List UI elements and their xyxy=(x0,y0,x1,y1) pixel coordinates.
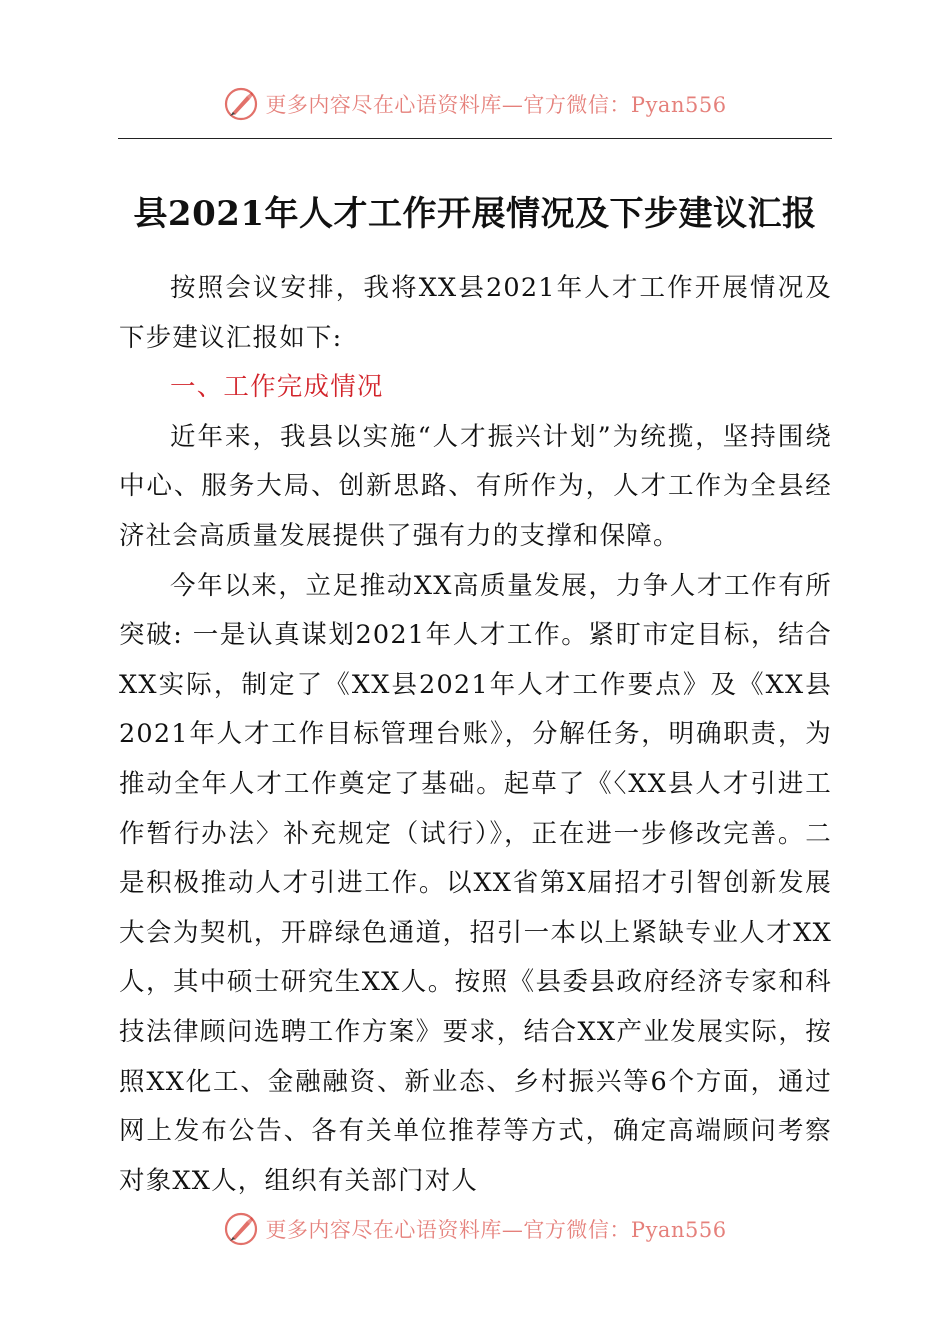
body-paragraph: 近年来，我县以实施“人才振兴计划”为统揽，坚持围绕中心、服务大局、创新思路、有所作为，人才工作为全县经济社会高质量发展提供了强有力的支撑和保障。 xyxy=(119,421,832,551)
section-heading: 一、工作完成情况 xyxy=(170,372,384,403)
document-title: 县2021年人才工作开展情况及下步建议汇报 xyxy=(133,194,817,234)
intro-paragraph: 按照会议安排，我将XX县2021年人才工作开展情况及下步建议汇报如下: xyxy=(119,273,832,353)
quill-logo-icon xyxy=(223,1211,259,1247)
watermark-banner-bottom xyxy=(0,1207,950,1251)
watermark-text: 更多内容尽在心语资料库—官方微信：Pyan556 xyxy=(265,93,727,117)
watermark-text: 更多内容尽在心语资料库—官方微信：Pyan556 xyxy=(265,1218,727,1242)
body-paragraph: 今年以来，立足推动XX高质量发展，力争人才工作有所突破: 一是认真谋划2021年人才工作。紧盯市定目标，结合XX实际，制定了《XX县2021年人才工作要点》及《XX县2021年人才工作目标管理台账》，分解任务，明确职责，为推动全年人才工作奠定了基础。起草了《〈XX县人才引进工作暂行办法〉补充规定（试行）》，正在进一步修改完善。二是积极推动人才引进工作。以XX省第X届招才引智创新发展大会为契机，开辟绿色通道，招引一本以上紧缺专业人才XX人，其中硕士研究生XX人。按照《县委县政府经济专家和科技法律顾问选聘工作方案》要求，结合XX产业发展实际，按照XX化工、金融融资、新业态、乡村振兴等6个方面，通过网上发布公告、各有关单位推荐等方式，确定高端顾问考察对象XX人，组织有关部门对人 xyxy=(119,570,832,1196)
document-body xyxy=(119,264,832,1206)
header-divider xyxy=(118,138,832,139)
quill-logo-icon xyxy=(223,86,259,122)
watermark-banner-top xyxy=(0,82,950,126)
